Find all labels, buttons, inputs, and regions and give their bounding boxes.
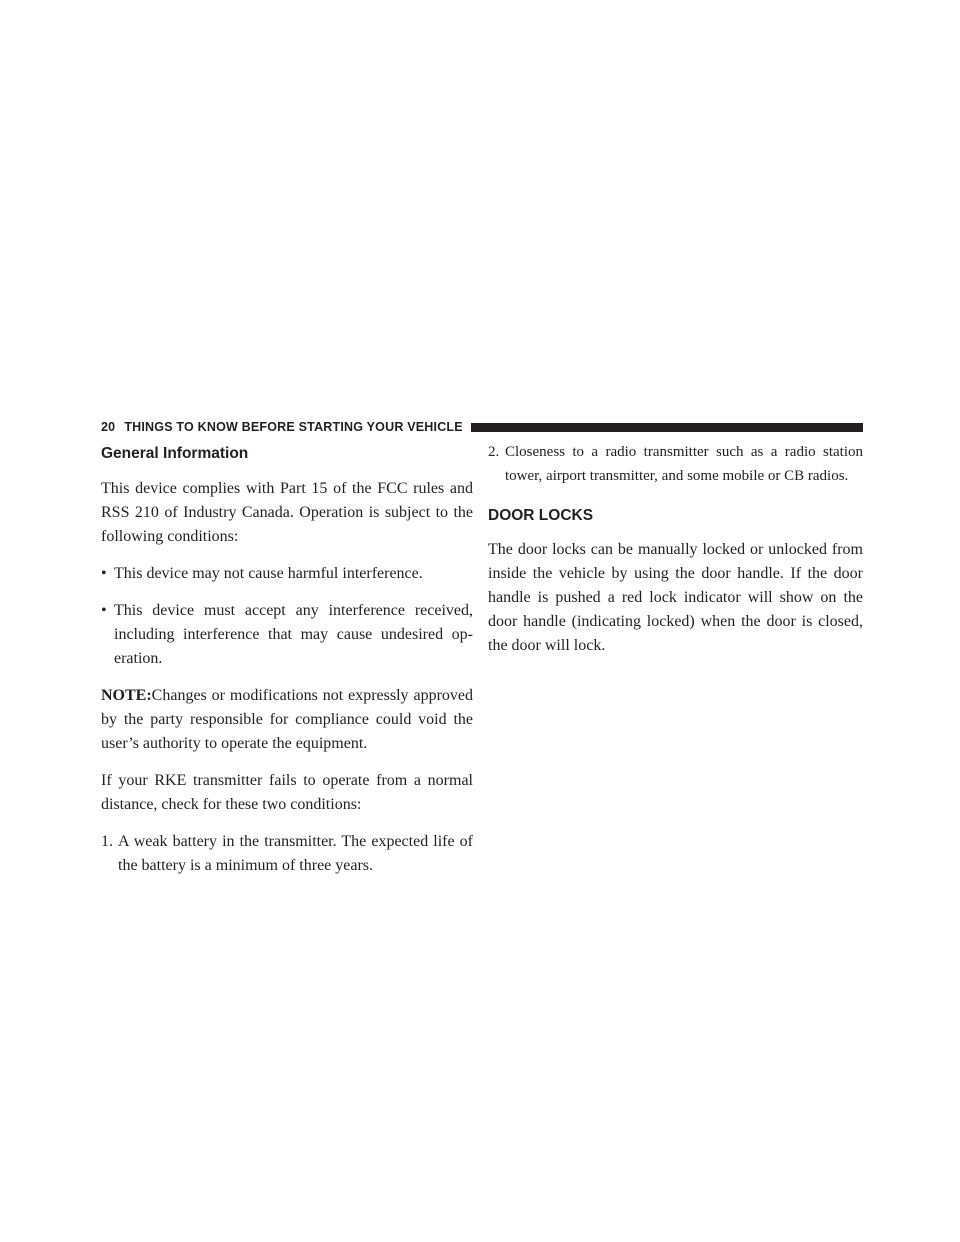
fail-paragraph: If your RKE transmitter fails to operate from a normal distance, check for these two conditions: [101,772,473,813]
running-header [101,418,863,436]
header-rule [471,423,863,432]
item-number: 1. [101,833,113,850]
bullet-text: This device must accept any interference received, including interference that may cause undesired op-eration. [114,602,473,667]
section-heading-door-locks: DOOR LOCKS [488,507,594,524]
note-label: NOTE: [101,687,152,704]
item-text: Closeness to a radio transmitter such as a radio station tower, airport transmitter, and some mobile or CB radios. [505,444,863,484]
bullet-icon: • [101,565,107,582]
item-text: A weak battery in the transmitter. The expected life of the battery is a minimum of three years. [118,833,473,874]
section-heading-general-information: General Information [101,445,249,462]
list-item [101,599,473,671]
left-column [101,440,473,891]
item-number: 2. [488,444,500,460]
list-item [101,830,473,878]
list-item [101,562,473,586]
bullet-text: This device may not cause harmful interference. [114,565,423,582]
list-item [488,440,863,488]
door-locks-paragraph: The door locks can be manually locked or unlocked from inside the vehicle by using the door handle. If the door handle is pushed a red lock indicator will show on the door handle (indicating locked) when the door is closed, the door will lock. [488,541,863,654]
bullet-icon: • [101,602,107,619]
page-number: 20 [101,420,116,434]
chapter-title: THINGS TO KNOW BEFORE STARTING YOUR VEHICLE [124,420,463,434]
note-paragraph [101,684,473,756]
right-column [488,440,863,671]
fcc-compliance-paragraph: This device complies with Part 15 of the FCC rules and RSS 210 of Industry Canada. Operation is subject to the following conditions: [101,480,473,545]
note-text: Changes or modifications not expressly approved by the party responsible for compliance could void the user’s authority to operate the equipment. [101,687,473,752]
